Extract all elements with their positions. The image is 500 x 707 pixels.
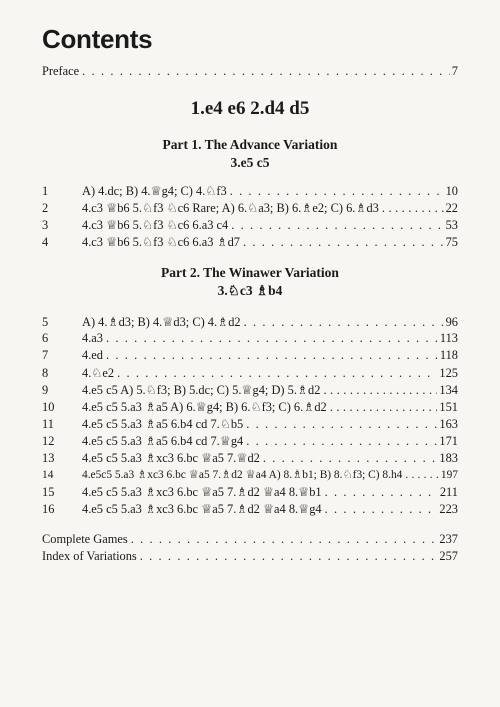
toc-chapter-2[interactable]	[42, 200, 458, 217]
toc-page-number: 113	[439, 331, 458, 345]
chapter-text: 4.e5c5 5.a3 ♗xc3 6.bc ♕a5 7.♗d2 ♕a4 A) 8.♗b1; B) 8.♘f3; C) 8.h4	[82, 469, 403, 481]
part-1-title: Part 1. The Advance Variation	[162, 137, 338, 152]
toc-entry-label: Index of Variations	[42, 549, 137, 563]
toc-page-number: 151	[439, 400, 458, 414]
toc-chapter-4[interactable]	[42, 234, 458, 251]
dot-leader	[230, 184, 444, 199]
chapter-text: 4.ed	[82, 348, 103, 362]
dot-leader	[106, 331, 438, 346]
dot-leader	[382, 201, 444, 216]
toc-page-number: 183	[439, 451, 458, 465]
toc-page-number: 237	[439, 532, 458, 546]
toc-page-number: 75	[445, 235, 458, 249]
part-2-title: Part 2. The Winawer Variation	[161, 265, 339, 280]
chapter-number: 5	[42, 315, 49, 329]
chapter-number: 6	[42, 331, 49, 345]
toc-chapter-5[interactable]	[42, 314, 458, 331]
dot-leader	[263, 451, 438, 466]
toc-page-number: 10	[445, 184, 458, 198]
toc-page-number: 118	[439, 348, 458, 362]
chapter-text: 4.e5 c5 5.a3 ♗xc3 6.bc ♕a5 7.♗d2 ♕a4 8.♕b1	[82, 485, 322, 499]
toc-chapter-11[interactable]	[42, 416, 458, 433]
toc-page-number: 163	[439, 417, 458, 431]
chapter-text: 4.e5 c5 5.a3 ♗xc3 6.bc ♕a5 7.♕d2	[82, 451, 260, 465]
toc-chapter-6[interactable]	[42, 331, 458, 348]
dot-leader	[405, 469, 439, 481]
chapter-number: 1	[42, 184, 49, 198]
chapter-number: 9	[42, 383, 49, 397]
toc-page-number: 257	[439, 549, 458, 563]
chapter-number: 12	[42, 434, 55, 448]
dot-leader	[106, 348, 438, 363]
chapter-text: 4.e5 c5 5.a3 ♗a5 A) 6.♕g4; B) 6.♘f3; C) 6.♗d2	[82, 400, 327, 414]
dot-leader	[323, 383, 437, 398]
toc-entry-label: Complete Games	[42, 532, 128, 546]
toc-chapter-13[interactable]	[42, 450, 458, 467]
dot-leader	[244, 315, 444, 330]
chapter-number: 10	[42, 400, 55, 414]
chapter-text: 4.e5 c5 5.a3 ♗xc3 6.bc ♕a5 7.♗d2 ♕a4 8.♕g4	[82, 502, 322, 516]
dot-leader	[140, 549, 438, 564]
chapter-number: 15	[42, 485, 55, 499]
toc-chapter-15[interactable]	[42, 484, 458, 501]
chapter-number: 7	[42, 348, 49, 362]
toc-page-number: 7	[451, 64, 458, 78]
chapter-number: 3	[42, 218, 49, 232]
toc-chapter-8[interactable]	[42, 365, 458, 382]
toc-page-number: 171	[439, 434, 458, 448]
toc-chapter-12[interactable]	[42, 433, 458, 450]
toc-page-number: 134	[439, 383, 458, 397]
toc-chapter-9[interactable]	[42, 382, 458, 399]
chapter-number: 16	[42, 502, 55, 516]
dot-leader	[246, 434, 437, 449]
toc-page-number: 53	[445, 218, 458, 232]
dot-leader	[243, 235, 444, 250]
chapter-text: 4.♘e2	[82, 366, 115, 380]
chapter-number: 14	[42, 469, 54, 481]
dot-leader	[246, 417, 437, 432]
toc-chapter-7[interactable]	[42, 348, 458, 365]
dot-leader	[82, 64, 450, 79]
toc-entry-index-of-variations[interactable]	[42, 549, 458, 566]
chapter-text: 4.c3 ♕b6 5.♘f3 ♘c6 Rare; A) 6.♘a3; B) 6.♗e2; C) 6.♗d3	[82, 201, 379, 215]
chapter-number: 4	[42, 235, 49, 249]
opening-heading: 1.e4 e6 2.d4 d5	[190, 98, 310, 119]
chapter-text: 4.c3 ♕b6 5.♘f3 ♘c6 6.a3 c4	[82, 218, 229, 232]
chapter-text: 4.e5 c5 5.a3 ♗a5 6.b4 cd 7.♘b5	[82, 417, 244, 431]
dot-leader	[325, 485, 438, 500]
toc-chapter-16[interactable]	[42, 501, 458, 518]
chapter-text: A) 4.♗d3; B) 4.♕d3; C) 4.♗d2	[82, 315, 241, 329]
chapter-text: 4.a3	[82, 331, 103, 345]
toc-chapter-3[interactable]	[42, 217, 458, 234]
chapter-number: 11	[42, 417, 54, 431]
toc-chapter-14[interactable]	[42, 467, 458, 484]
chapter-text: A) 4.dc; B) 4.♕g4; C) 4.♘f3	[82, 184, 227, 198]
dot-leader	[325, 502, 438, 517]
toc-page-number: 197	[440, 469, 458, 481]
dot-leader	[131, 532, 438, 547]
chapter-text: 4.e5 c5 5.a3 ♗a5 6.b4 cd 7.♕g4	[82, 434, 244, 448]
chapter-text: 4.e5 c5 A) 5.♘f3; B) 5.dc; C) 5.♕g4; D) 5.♗d2	[82, 383, 321, 397]
dot-leader	[117, 366, 437, 381]
dot-leader	[231, 218, 443, 233]
toc-entry-preface[interactable]	[42, 64, 458, 81]
toc-page-number: 211	[439, 485, 458, 499]
toc-page-number: 223	[439, 502, 458, 516]
chapter-text: 4.c3 ♕b6 5.♘f3 ♘c6 6.a3 ♗d7	[82, 235, 240, 249]
toc-chapter-10[interactable]	[42, 399, 458, 416]
page-title: Contents	[42, 24, 153, 54]
chapter-number: 13	[42, 451, 55, 465]
chapter-number: 2	[42, 201, 49, 215]
part-1-subtitle: 3.e5 c5	[230, 155, 270, 170]
chapter-number: 8	[42, 366, 49, 380]
toc-page-number: 22	[445, 201, 458, 215]
toc-page-number: 125	[439, 366, 458, 380]
part-2-subtitle: 3.♘c3 ♗b4	[217, 283, 283, 298]
toc-page-number: 96	[445, 315, 458, 329]
toc-entry-label: Preface	[42, 64, 80, 78]
toc-chapter-1[interactable]	[42, 183, 458, 200]
toc-entry-complete-games[interactable]	[42, 532, 458, 549]
dot-leader	[330, 400, 438, 415]
